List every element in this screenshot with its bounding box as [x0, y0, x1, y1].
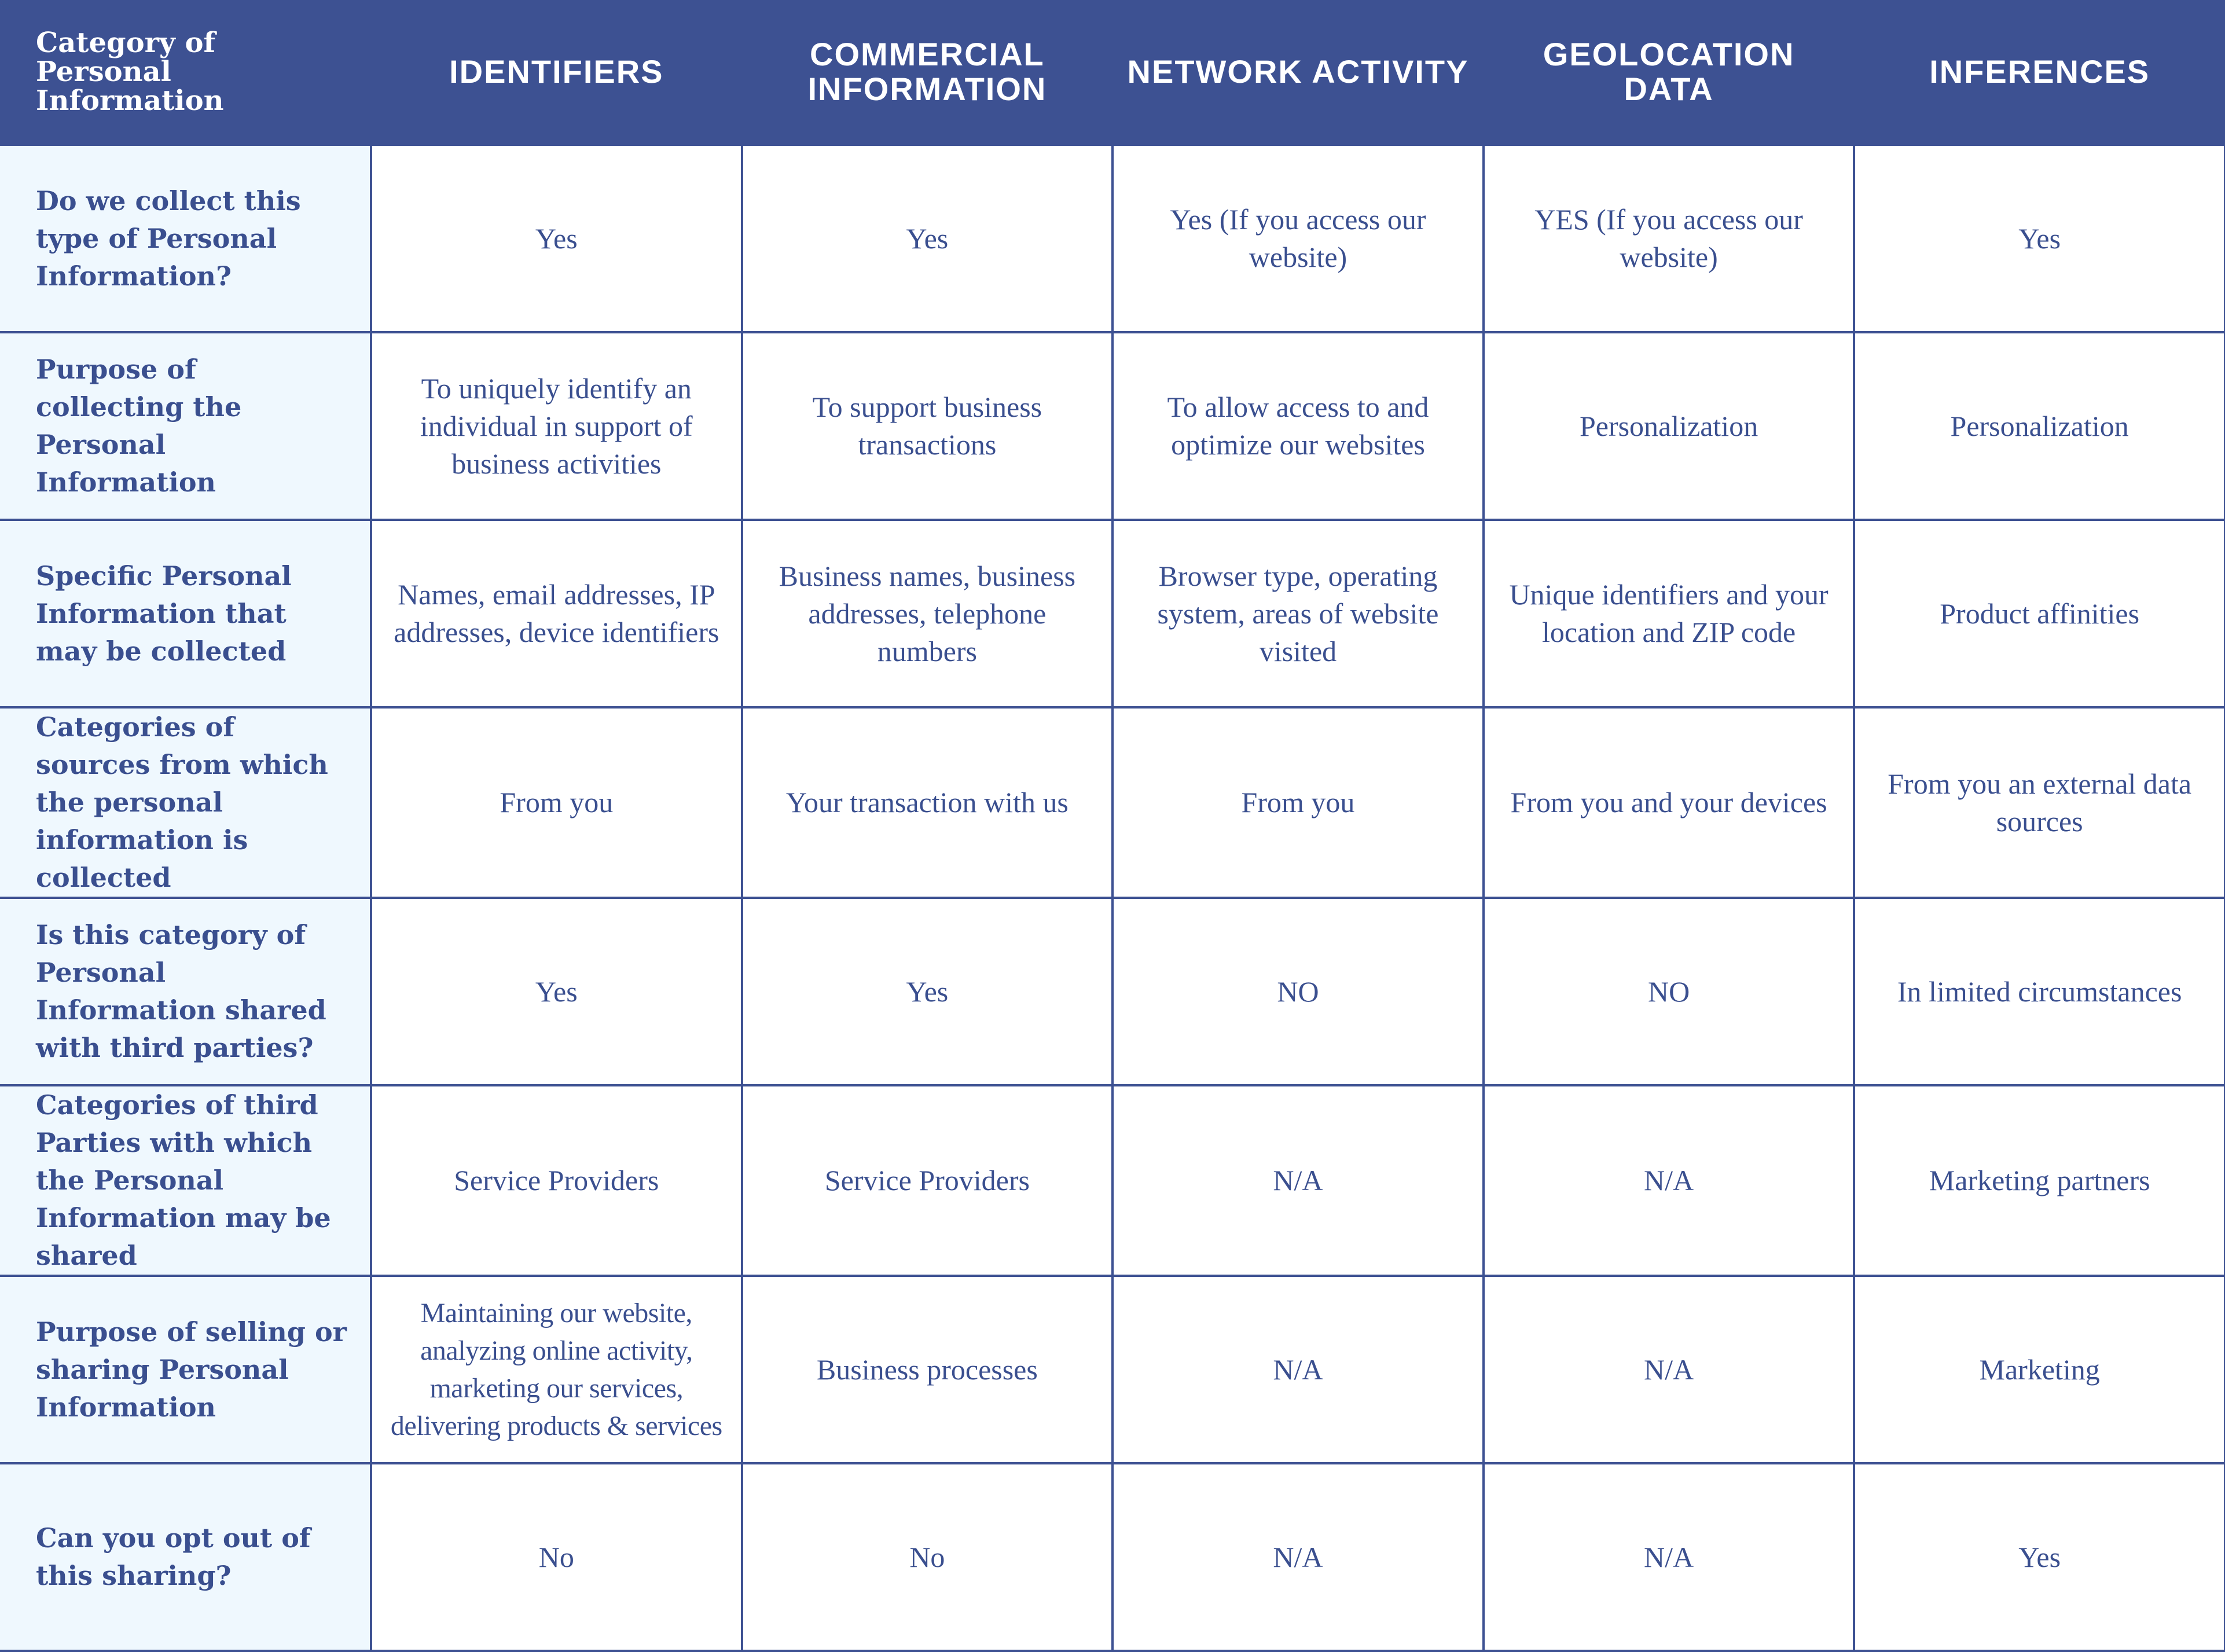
table-cell: In limited circumstances [1854, 898, 2225, 1085]
table-cell: N/A [1484, 1463, 1855, 1651]
table-cell: To support business transactions [742, 332, 1113, 520]
row-label-sources: Categories of sources from which the personal information is collected [0, 707, 371, 898]
table-row [0, 898, 2225, 1085]
table-cell: Yes [371, 145, 742, 332]
table-cell: N/A [1112, 1463, 1484, 1651]
row-label-purpose-selling: Purpose of selling or sharing Personal Information [0, 1276, 371, 1463]
table-cell: N/A [1112, 1276, 1484, 1463]
table-cell: Service Providers [742, 1085, 1113, 1276]
header-inferences: INFERENCES [1854, 0, 2225, 145]
table-cell: Personalization [1854, 332, 2225, 520]
table-row [0, 1085, 2225, 1276]
table-cell: From you an external data sources [1854, 707, 2225, 898]
table-row [0, 520, 2225, 707]
table-cell: Business names, business addresses, telephone numbers [742, 520, 1113, 707]
header-network-activity: NETWORK ACTIVITY [1112, 0, 1484, 145]
table-cell: Names, email addresses, IP addresses, device identifiers [371, 520, 742, 707]
table-cell: No [742, 1463, 1113, 1651]
table-cell: NO [1112, 898, 1484, 1085]
table-cell: NO [1484, 898, 1855, 1085]
table-cell: Browser type, operating system, areas of website visited [1112, 520, 1484, 707]
table-cell: From you [1112, 707, 1484, 898]
table-cell: Product affinities [1854, 520, 2225, 707]
row-label-shared: Is this category of Personal Information shared with third parties? [0, 898, 371, 1085]
row-label-specific-info: Specific Personal Information that may be collected [0, 520, 371, 707]
header-row [0, 0, 2225, 145]
header-geolocation-data: GEOLOCATION DATA [1484, 0, 1855, 145]
table-row [0, 707, 2225, 898]
row-label-opt-out: Can you opt out of this sharing? [0, 1463, 371, 1651]
table-row [0, 145, 2225, 332]
table-cell: Yes [1854, 1463, 2225, 1651]
row-label-collect: Do we collect this type of Personal Information? [0, 145, 371, 332]
table-cell: Maintaining our website, analyzing online activity, marketing our services, delivering products & services [371, 1276, 742, 1463]
table-cell: Yes [371, 898, 742, 1085]
table-cell: Yes [742, 145, 1113, 332]
header-identifiers: IDENTIFIERS [371, 0, 742, 145]
table-cell: Yes (If you access our website) [1112, 145, 1484, 332]
table-cell: Personalization [1484, 332, 1855, 520]
table-cell: Yes [1854, 145, 2225, 332]
table-cell: Yes [742, 898, 1113, 1085]
table-cell: Marketing [1854, 1276, 2225, 1463]
table-cell: No [371, 1463, 742, 1651]
table-row [0, 1463, 2225, 1651]
table-cell: Business processes [742, 1276, 1113, 1463]
row-label-purpose-collecting: Purpose of collecting the Personal Information [0, 332, 371, 520]
table-row [0, 1276, 2225, 1463]
table-cell: From you [371, 707, 742, 898]
table-cell: Unique identifiers and your location and ZIP code [1484, 520, 1855, 707]
table-cell: N/A [1484, 1085, 1855, 1276]
table-cell: Your transaction with us [742, 707, 1113, 898]
table-cell: YES (If you access our website) [1484, 145, 1855, 332]
table-cell: Marketing partners [1854, 1085, 2225, 1276]
table-cell: N/A [1112, 1085, 1484, 1276]
table-cell: From you and your devices [1484, 707, 1855, 898]
header-commercial-information: COMMERCIAL INFORMATION [742, 0, 1113, 145]
table-cell: Service Providers [371, 1085, 742, 1276]
table-cell: To uniquely identify an individual in support of business activities [371, 332, 742, 520]
row-label-third-parties: Categories of third Parties with which the Personal Information may be shared [0, 1085, 371, 1276]
table-row [0, 332, 2225, 520]
table-cell: To allow access to and optimize our websites [1112, 332, 1484, 520]
table-cell: N/A [1484, 1276, 1855, 1463]
header-corner-cell: Category of Personal Information [0, 0, 371, 145]
